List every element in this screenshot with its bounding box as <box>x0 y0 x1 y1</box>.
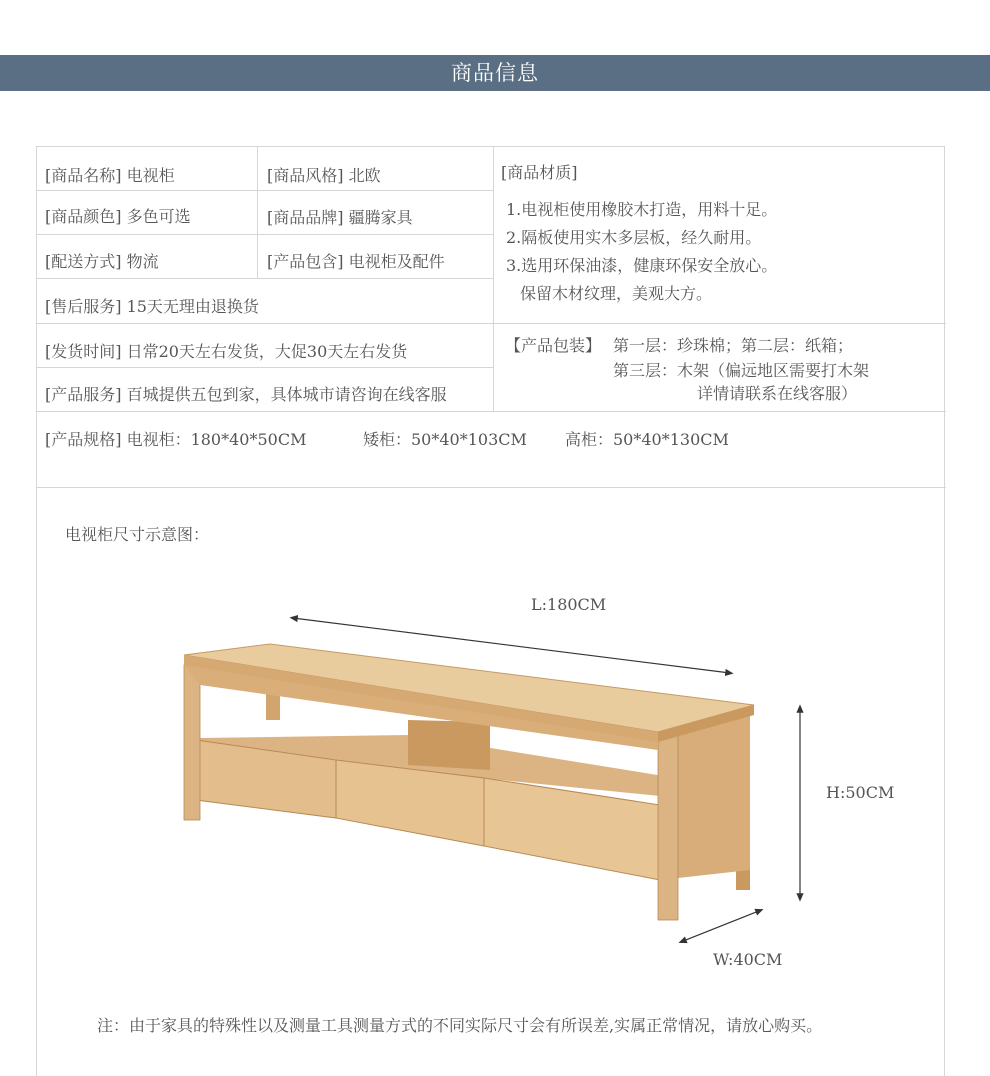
spec-name: [商品名称] 电视柜 <box>45 166 175 185</box>
spec-ship-time: [发货时间] 日常20天左右发货，大促30天左右发货 <box>45 342 408 361</box>
height-label: H:50CM <box>826 783 895 802</box>
diagram-title: 电视柜尺寸示意图： <box>65 525 210 544</box>
spec-size: [产品规格] 电视柜：180*40*50CM <box>45 430 307 449</box>
spec-style: [商品风格] 北欧 <box>267 166 381 185</box>
spec-size-tall-cabinet: 高柜：50*40*130CM <box>565 430 729 449</box>
spec-delivery: [配送方式] 物流 <box>45 252 159 271</box>
section-banner <box>0 55 990 91</box>
width-arrow <box>682 887 760 960</box>
row-divider <box>37 323 946 324</box>
material-line: 3.选用环保油漆，健康环保安全放心。 <box>506 256 778 275</box>
packaging-line: 详情请联系在线客服） <box>697 384 858 403</box>
row-divider <box>37 278 493 279</box>
row-divider <box>37 190 493 191</box>
packaging-line: 第一层：珍珠棉；第二层：纸箱； <box>613 336 854 355</box>
width-label: W:40CM <box>713 950 783 969</box>
disclaimer-note: 注：由于家具的特殊性以及测量工具测量方式的不同实际尺寸会有所误差,实属正常情况，请放心购买。 <box>97 1016 823 1035</box>
row-divider <box>37 411 946 412</box>
tv-cabinet-diagram <box>140 460 920 960</box>
spec-after-sales: [售后服务] 15天无理由退换货 <box>45 297 259 316</box>
material-line: 2.隔板使用实木多层板，经久耐用。 <box>506 228 762 247</box>
spec-package-contents: [产品包含] 电视柜及配件 <box>267 252 445 271</box>
row-divider <box>37 234 493 235</box>
packaging-line: 第三层：木架（偏远地区需要打木架 <box>613 361 870 380</box>
packaging-label: 【产品包装】 <box>505 336 602 355</box>
material-title: [商品材质] <box>501 163 578 182</box>
spec-brand: [商品品牌] 疆腾家具 <box>267 208 413 227</box>
spec-size-low-cabinet: 矮柜：50*40*103CM <box>363 430 527 449</box>
col-divider <box>493 147 494 411</box>
material-line: 保留木材纹理，美观大方。 <box>520 284 713 303</box>
spec-color: [商品颜色] 多色可选 <box>45 207 191 226</box>
row-divider <box>37 367 493 368</box>
spec-service: [产品服务] 百城提供五包到家，具体城市请咨询在线客服 <box>45 385 447 404</box>
tv-cabinet-illustration <box>184 644 754 920</box>
col-divider <box>257 147 258 278</box>
material-line: 1.电视柜使用橡胶木打造，用料十足。 <box>506 200 778 219</box>
length-label: L:180CM <box>531 595 607 614</box>
section-title: 商品信息 <box>451 61 539 85</box>
